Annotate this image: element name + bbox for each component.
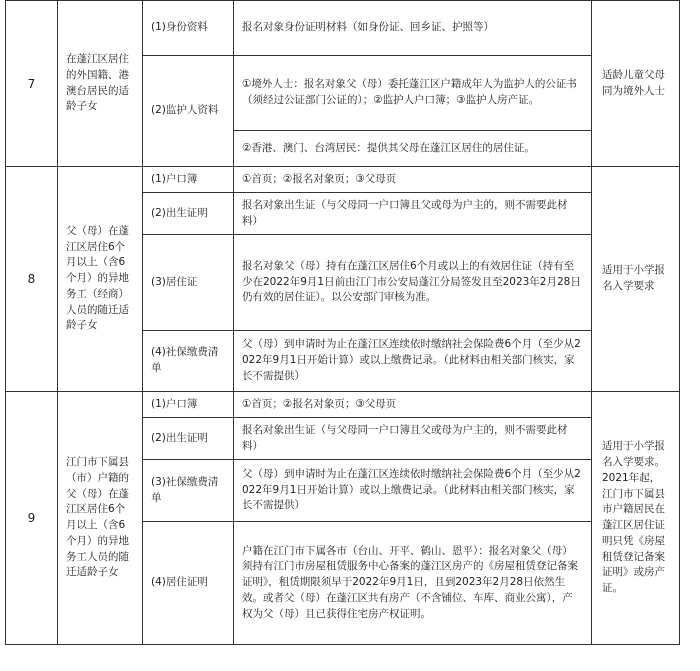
- remark: 适用于小学报名入学要求。2021年起，江门市下属县市户籍居民在蓬江区居住证明只凭《房屋租赁登记备案证明》或房产证。: [592, 392, 680, 645]
- remark: 适龄儿童父母同为境外人士: [592, 1, 680, 167]
- material-name: (1)户口簿: [143, 167, 234, 193]
- material-name: (4)社保缴费清单: [143, 331, 234, 392]
- material-description: 父（母）到申请时为止在蓬江区连续依时缴纳社会保险费6个月（至少从2022年9月1日开始计算）或以上缴费记录。（此材料由相关部门核实，家长不需提供）: [234, 331, 592, 392]
- row-number: 8: [6, 167, 58, 392]
- material-description: ①首页；②报名对象页；③父母页: [234, 167, 592, 193]
- table-row: [6, 167, 680, 193]
- material-name: (3)居住证: [143, 235, 234, 331]
- admission-materials-table: [5, 0, 680, 645]
- row-number: 9: [6, 392, 58, 645]
- material-name: (3)社保缴费清单: [143, 460, 234, 522]
- material-name: (1)户口簿: [143, 392, 234, 418]
- target-group: 江门市下属县（市）户籍的父（母）在蓬江区居住6个月以上（含6个月）的异地务工人员的随迁适龄子女: [58, 392, 143, 645]
- row-number: 7: [6, 1, 58, 167]
- table-row: [6, 392, 680, 418]
- remark: 适用于小学报名入学要求: [592, 167, 680, 392]
- material-name: (4)居住证明: [143, 522, 234, 645]
- material-description: 户籍在江门市下属各市（台山、开平、鹤山、恩平）：报名对象父（母）须持有江门市房屋租赁服务中心备案的蓬江区房产的《房屋租赁登记备案证明》，租赁期限须早于2022年9月1日，且到2023年2月28日依然生效。或者父（母）在蓬江区共有房产（不含铺位、车库、商业公寓），产权为父（母）且已获得住宅房产权证明。: [234, 522, 592, 645]
- material-name: (2)出生证明: [143, 193, 234, 235]
- material-description: 报名对象出生证（与父母同一户口簿且父或母为户主的，则不需要此材料）: [234, 193, 592, 235]
- material-description: 父（母）到申请时为止在蓬江区连续依时缴纳社会保险费6个月（至少从2022年9月1日开始计算）或以上缴费记录。（此材料由相关部门核实，家长不需提供）: [234, 460, 592, 522]
- material-name: (2)出生证明: [143, 418, 234, 460]
- material-name: (2)监护人资料: [143, 56, 234, 167]
- target-group: 父（母）在蓬江区居住6个月以上（含6个月）的异地务工（经商）人员的随迁适龄子女: [58, 167, 143, 392]
- material-name: (1)身份资料: [143, 1, 234, 56]
- material-description: 报名对象出生证（与父母同一户口簿且父或母为户主的，则不需要此材料）: [234, 418, 592, 460]
- material-description: ②香港、澳门、台湾居民：提供其父母在蓬江区居住的居住证。: [234, 131, 592, 167]
- table-row: [6, 1, 680, 56]
- target-group: 在蓬江区居住的外国籍、港澳台居民的适龄子女: [58, 1, 143, 167]
- material-description: 报名对象父（母）持有在蓬江区居住6个月或以上的有效居住证（持有至少在2022年9月1日前由江门市公安局蓬江分局签发且至2023年2月28日仍有效的居住证）。以公安部门审核为准。: [234, 235, 592, 331]
- material-description: 报名对象身份证明材料（如身份证、回乡证、护照等）: [234, 1, 592, 56]
- material-description: ①境外人士：报名对象父（母）委托蓬江区户籍成年人为监护人的公证书（须经过公证部门公证的）；②监护人户口簿；③监护人房产证。: [234, 56, 592, 131]
- material-description: ①首页；②报名对象页；③父母页: [234, 392, 592, 418]
